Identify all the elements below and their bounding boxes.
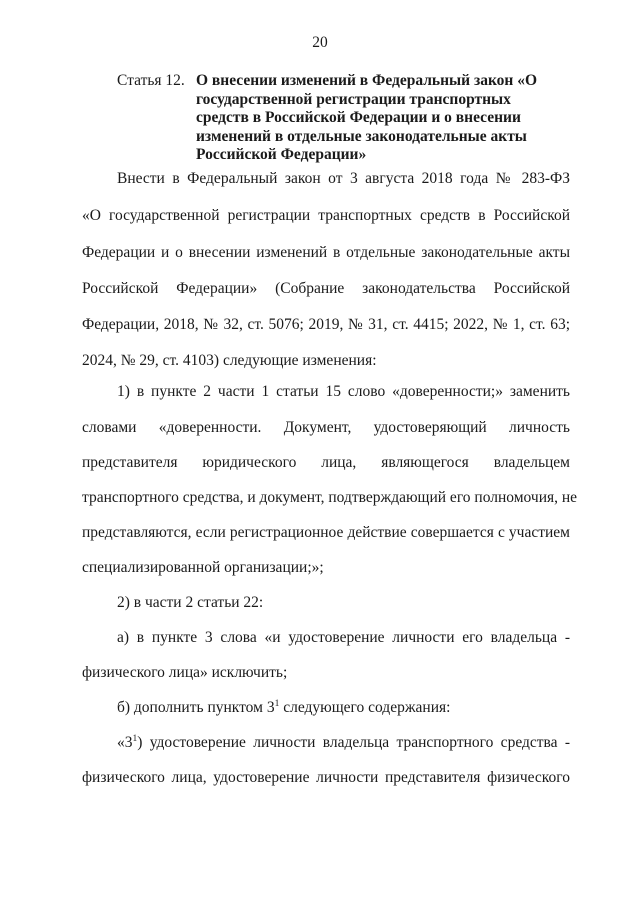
line-text: б) дополнить пунктом 3 bbox=[117, 699, 275, 716]
article-title: О внесении изменений в Федеральный закон «О государственной регистрации транспортных средств в Российской Федерации и о внесении изменений в отдельные законодательные акты Российской Федерации» bbox=[196, 72, 538, 163]
body-line: 1) в пункте 2 части 1 статьи 15 слово «доверенности;» заменить bbox=[117, 383, 570, 400]
body-line: специализированной организации;»; bbox=[82, 559, 324, 576]
line-text: ) удостоверение личности владельца транспортного средства - bbox=[137, 734, 570, 751]
body-line: представляются, если регистрационное действие совершается с участием bbox=[82, 524, 570, 541]
body-line: Внести в Федеральный закон от 3 августа 2018 года № 283-ФЗ bbox=[117, 170, 570, 187]
body-line: «О государственной регистрации транспортных средств в Российской bbox=[82, 207, 570, 224]
body-line: Российской Федерации» (Собрание законодательства Российской bbox=[82, 280, 570, 297]
page-number: 20 bbox=[312, 34, 328, 51]
body-line: 2024, № 29, ст. 4103) следующие изменения: bbox=[82, 352, 377, 369]
body-line bbox=[117, 733, 570, 753]
superscript: 1 bbox=[274, 699, 280, 709]
body-line: транспортного средства, и документ, подтверждающий его полномочия, не bbox=[82, 489, 578, 506]
article-heading bbox=[117, 72, 557, 165]
article-label: Статья 12. bbox=[117, 72, 185, 89]
body-line bbox=[117, 698, 570, 718]
body-line: а) в пункте 3 слова «и удостоверение личности его владельца - bbox=[117, 629, 570, 646]
body-line: представителя юридического лица, являющегося владельцем bbox=[82, 454, 570, 471]
body-line: физического лица» исключить; bbox=[82, 664, 288, 681]
line-text: «$3^1$ bbox=[117, 734, 138, 751]
line-text: следующего содержания: bbox=[283, 699, 451, 716]
body-line: словами «доверенности. Документ, удостоверяющий личность bbox=[82, 419, 570, 436]
body-line: физического лица, удостоверение личности представителя физического bbox=[82, 769, 570, 786]
body-line: 2) в части 2 статьи 22: bbox=[117, 594, 264, 611]
body-line: Федерации и о внесении изменений в отдельные законодательные акты bbox=[82, 244, 570, 261]
superscript: 1 bbox=[132, 734, 138, 744]
body-line: Федерации, 2018, № 32, ст. 5076; 2019, № 31, ст. 4415; 2022, № 1, ст. 63; bbox=[82, 316, 570, 333]
